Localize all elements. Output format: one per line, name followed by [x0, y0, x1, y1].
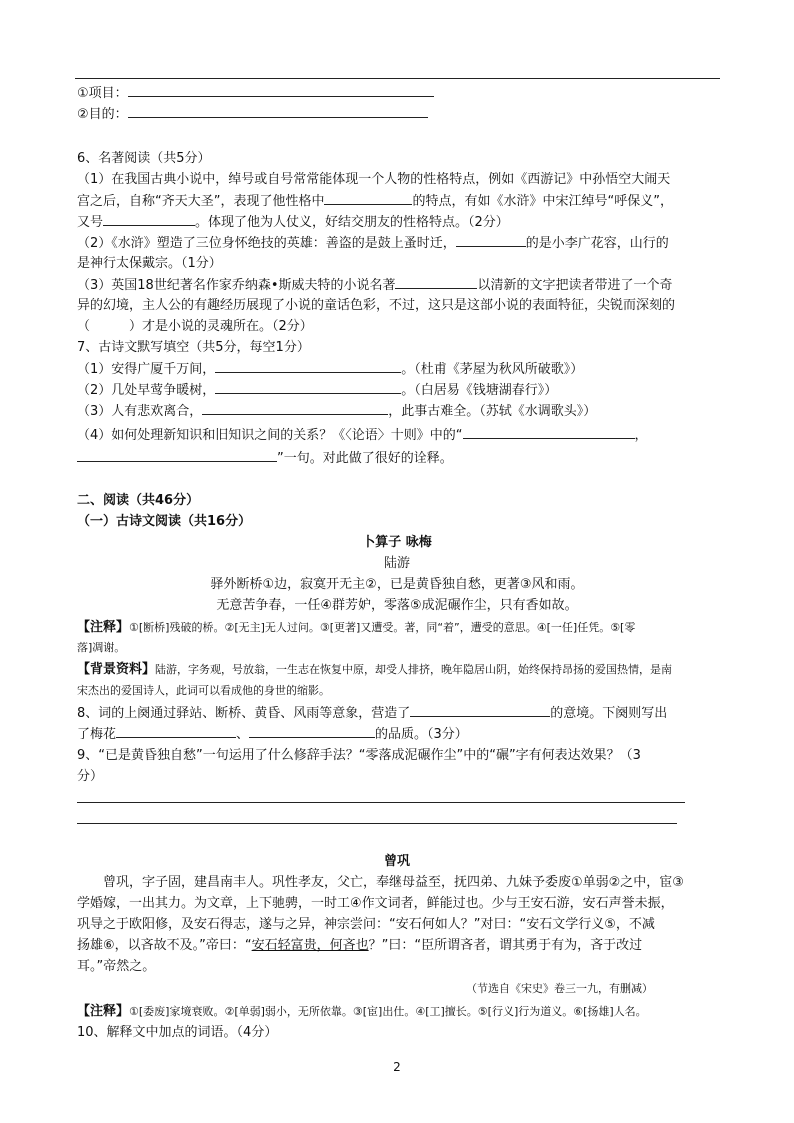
q6-blank-2[interactable]: [103, 211, 195, 226]
text-span: 8、词的上阕通过驿站、断桥、黄昏、风雨等意象，营造了: [77, 706, 411, 721]
zenggong-line1: 曾巩，字子固，建昌南丰人。巩性孝友，父亡，奉继母益至，抚四弟、九妹予委废①单弱②之中，宦③: [103, 875, 684, 890]
text-span: ①[断桥]残破的桥。②[无主]无人过问。③[更著]又遭受。著，同“着”，遭受的意思。④[一任]任凭。⑤[零: [129, 621, 636, 634]
q6-p1-line1: （1）在我国古典小说中，绰号或自号常常能体现一个人物的性格特点，例如《西游记》中孙悟空大闹天: [77, 172, 671, 187]
text-span: （3）英国18世纪著名作家乔纳森•斯威夫特的小说名著: [77, 278, 396, 293]
q9-answer-line-1[interactable]: [77, 802, 685, 803]
page-number: 2: [393, 1060, 401, 1074]
purpose-blank[interactable]: [128, 103, 428, 118]
q7-blank-3[interactable]: [202, 400, 388, 415]
text-span: 扬雄⑥，以吝故不及。”帝曰：“: [77, 938, 252, 953]
text-span: 。（白居易《钱塘湖春行》）: [401, 383, 558, 398]
q7-line2: [77, 379, 557, 401]
section2-title: 二、阅读（共46分）: [77, 493, 200, 508]
poem-note-line2: 落]凋谢。: [77, 641, 126, 654]
q7-line1: [77, 358, 583, 380]
poem-line1: 驿外断桥①边，寂寞开无主②，已是黄昏独自愁，更著③风和雨。: [210, 577, 584, 592]
text-span: ，此事古难全。（苏轼《水调歌头》）: [388, 404, 597, 419]
q6-p3-line2: 异的幻境，主人公的有趣经历展现了小说的童话色彩，不过，这只是这部小说的表面特征，尖锐而深刻的: [77, 298, 676, 313]
note-label: 【注释】: [77, 620, 130, 635]
q8-line2: [77, 723, 468, 745]
text-span: ？”曰：“臣所谓吝者，谓其勇于有为，吝于改过: [368, 938, 643, 953]
zenggong-line2: 学婚嫁，一出其力。为文章，上下驰骋，一时工④作文词者，鲜能过也。少与王安石游，安石声誉未振，: [77, 896, 674, 911]
poem-bg-line1: [77, 659, 672, 680]
q6-p1-line3: [77, 211, 509, 233]
q6-blank-4[interactable]: [395, 274, 477, 289]
zenggong-note: [77, 1001, 647, 1022]
header-rule: [75, 78, 720, 79]
q8-blank-2[interactable]: [116, 723, 236, 738]
item-blank[interactable]: [128, 82, 434, 97]
note-label: 【注释】: [77, 1004, 130, 1019]
q7-line3: [77, 400, 596, 422]
text-span: 、: [236, 727, 250, 742]
q7-blank-2[interactable]: [215, 379, 401, 394]
q9-line2: 分）: [77, 769, 104, 784]
q6-p3-line3: （ ）才是小说的灵魂所在。（2分）: [77, 319, 313, 334]
text-span: 以清新的文字把读者带进了一个奇: [477, 278, 673, 293]
zenggong-source: （节选自《宋史》卷三一九，有删减）: [466, 982, 653, 995]
section2-sub1: （一）古诗文阅读（共16分）: [77, 514, 252, 529]
text-span: 的品质。（3分）: [375, 727, 468, 742]
text-span: 的特点，有如《水浒》中宋江绰号“呼保义”，: [412, 194, 673, 209]
q7-title: 7、古诗文默写填空（共5分，每空1分）: [77, 340, 310, 355]
purpose-label: ②目的：: [77, 107, 128, 122]
zenggong-line3: 巩导之于欧阳修，及安石得志，遂与之异，神宗尝问：“安石何如人？”对曰：“安石文学行义⑤，不减: [77, 917, 655, 932]
poem-line2: 无意苦争春，一任④群芳妒，零落⑤成泥碾作尘，只有香如故。: [216, 598, 578, 613]
poem-title: 卜算子 咏梅: [362, 535, 432, 550]
q8-blank-3[interactable]: [249, 723, 375, 738]
text-span: 。（杜甫《茅屋为秋风所破歌》）: [401, 362, 584, 377]
zenggong-line4: [77, 935, 642, 956]
poem-bg-line2: 宋杰出的爱国诗人，此词可以看成他的身世的缩影。: [77, 684, 330, 697]
zenggong-title: 曾巩: [383, 854, 410, 869]
text-span: 陆游，字务观，号放翁，一生志在恢复中原，却受人排挤，晚年隐居山阴，始终保持昂扬的爱国热情，是南: [155, 663, 673, 676]
purpose-line: [77, 103, 428, 125]
text-span: 宫之后，自称“齐天大圣”，表现了他性格中: [77, 194, 325, 209]
text-span: 的意境。下阕则写出: [550, 706, 668, 721]
q6-blank-3[interactable]: [456, 232, 526, 247]
text-span: 了梅花: [77, 727, 117, 742]
text-span: 。体现了他为人仗义，好结交朋友的性格特点。（2分）: [195, 215, 509, 230]
q7-blank-1[interactable]: [215, 358, 401, 373]
text-span: （2）几处早莺争暖树，: [77, 383, 216, 398]
q6-title: 6、名著阅读（共5分）: [77, 151, 211, 166]
poem-author: 陆游: [383, 556, 410, 571]
q7-line5: [77, 447, 453, 469]
text-span: （1）安得广厦千万间，: [77, 362, 216, 377]
q6-p1-line2: [77, 190, 673, 212]
text-span: 又号: [77, 215, 104, 230]
q10-title: 10、解释文中加点的词语。（4分）: [77, 1025, 278, 1040]
text-span: （3）人有悲欢离合，: [77, 404, 203, 419]
q6-p2-line2: 是神行太保戴宗。（1分）: [77, 256, 222, 271]
q7-blank-5[interactable]: [77, 447, 277, 462]
q6-p2-line1: [77, 232, 669, 254]
item-label: ①项目：: [77, 86, 128, 101]
q8-blank-1[interactable]: [410, 702, 550, 717]
text-span: ，: [634, 428, 648, 443]
q9-line1: 9、“已是黄昏独自愁”一句运用了什么修辞手法？“零落成泥碾作尘”中的“碾”字有何表达效果？（3: [77, 748, 641, 763]
zenggong-line5: 耳。”帝然之。: [77, 959, 156, 974]
text-span: ”一句。对此做了很好的诠释。: [277, 451, 453, 466]
bg-label: 【背景资料】: [77, 662, 156, 677]
text-span: ①[委废]家境衰败。②[单弱]弱小，无所依靠。③[宦]出仕。④[工]擅长。⑤[行义]行为道义。⑥[扬雄]人名。: [129, 1005, 647, 1018]
q7-blank-4[interactable]: [463, 424, 635, 439]
text-span: （2）《水浒》塑造了三位身怀绝技的英雄：善盗的是鼓上蚤时迁，: [77, 236, 456, 251]
poem-note-line1: [77, 617, 635, 638]
q8-line1: [77, 702, 667, 724]
q6-p3-line1: [77, 274, 673, 296]
item-line: [77, 82, 434, 104]
text-span: 的是小李广花容，山行的: [525, 236, 669, 251]
q9-answer-line-2[interactable]: [77, 823, 677, 824]
q7-line4: [77, 424, 648, 446]
underlined-sentence: 安石轻富贵，何吝也: [251, 938, 369, 953]
q6-blank-1[interactable]: [324, 190, 412, 205]
text-span: （4）如何处理新知识和旧知识之间的关系？《〈论语〉十则》中的“: [77, 428, 463, 443]
